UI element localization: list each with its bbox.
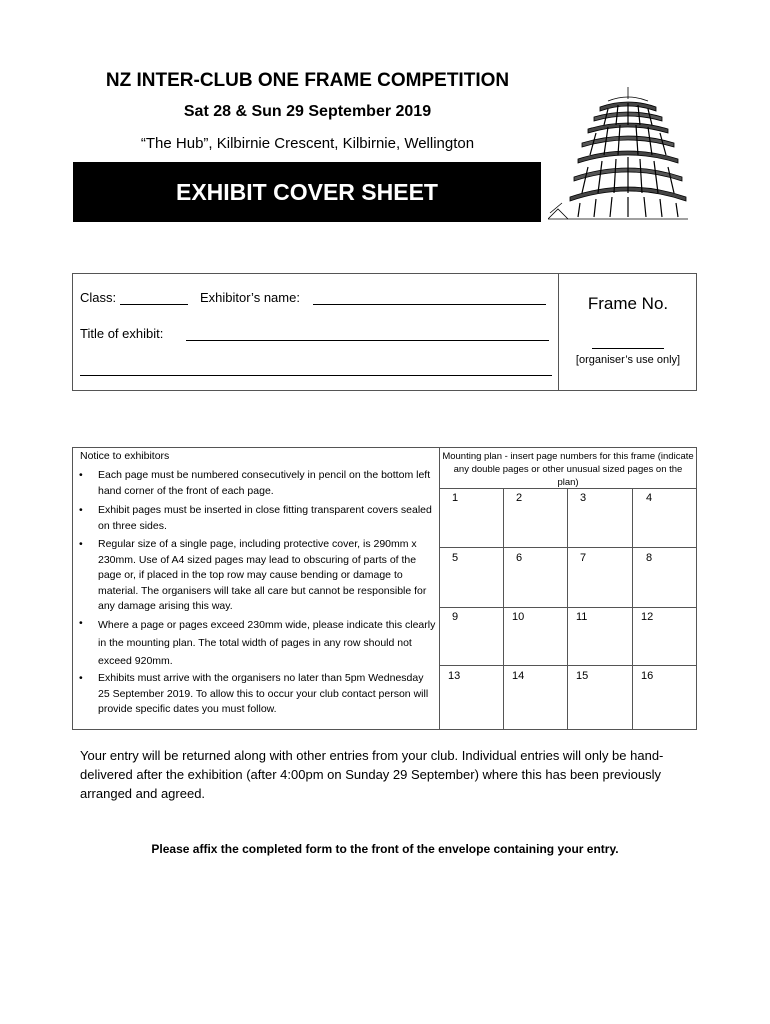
organiser-use-note: [organiser’s use only] [575,354,681,366]
mounting-cell[interactable]: 3 [580,492,587,504]
mounting-cell[interactable]: 13 [448,670,461,682]
notice-item: Where a page or pages exceed 230mm wide, please indicate this clearly in the mounting plan. The total width of pages in any row should not exceed 920mm. [98,619,436,667]
notice-box-divider [439,447,440,730]
bullet-icon: • [79,504,83,516]
mounting-cell[interactable]: 9 [452,611,459,623]
mounting-cell[interactable]: 8 [646,552,653,564]
exhibitor-name-field[interactable] [313,304,546,305]
mounting-grid-line [567,488,568,730]
mounting-cell[interactable]: 6 [516,552,523,564]
mounting-cell[interactable]: 10 [512,611,525,623]
competition-dates: Sat 28 & Sun 29 September 2019 [183,103,432,120]
mounting-cell[interactable]: 4 [646,492,653,504]
notice-item: Each page must be numbered consecutively in pencil on the bottom left hand corner of the front of each page. [98,469,431,497]
notice-item: Exhibits must arrive with the organisers no later than 5pm Wednesday 25 September 2019. To allow this to occur your club contact person will provide specific dates you must follow. [98,672,429,715]
notice-item: Regular size of a single page, including protective cover, is 290mm x 230mm. Use of A4 sized pages may lead to obscuring of parts of the page or, if placed in the top row may cause bending or damage to material. The organisers will take all care but cannot be responsible for any damage arising this way. [98,538,427,612]
bullet-icon: • [79,617,83,629]
mounting-grid-line [503,488,504,730]
mounting-cell[interactable]: 7 [580,552,587,564]
mounting-grid-line [632,488,633,730]
class-label: Class: [80,290,117,305]
frame-number-label: Frame No. [587,294,669,313]
mounting-cell[interactable]: 2 [516,492,523,504]
frame-number-field[interactable] [592,348,664,349]
mounting-cell[interactable]: 16 [641,670,654,682]
mounting-plan-title: Mounting plan - insert page numbers for this frame (indicate any double pages or other unusual sized pages on the plan) [442,451,694,488]
exhibitor-name-label: Exhibitor’s name: [200,290,300,305]
mounting-grid-line [439,665,697,666]
beehive-building-illustration [548,85,688,225]
mounting-cell[interactable]: 12 [641,611,654,623]
bullet-icon: • [79,469,83,481]
mounting-cell[interactable]: 5 [452,552,459,564]
class-field[interactable] [120,304,188,305]
competition-venue: “The Hub”, Kilbirnie Crescent, Kilbirnie, Wellington [140,135,475,152]
exhibit-title-field[interactable] [186,340,549,341]
bullet-icon: • [79,672,83,684]
exhibit-title-field-line-2[interactable] [80,375,552,376]
exhibit-title-label: Title of exhibit: [80,326,164,341]
mounting-grid-line [439,547,697,548]
entry-details-box [72,273,697,391]
bullet-icon: • [79,538,83,550]
mounting-grid-line [439,488,697,489]
notice-item: Exhibit pages must be inserted in close fitting transparent covers sealed on three sides. [98,504,432,532]
mounting-cell[interactable]: 15 [576,670,589,682]
mounting-cell[interactable]: 11 [576,611,588,623]
affix-instruction: Please affix the completed form to the front of the envelope containing your entry. [151,842,619,856]
entry-box-divider [558,273,559,391]
return-policy-paragraph: Your entry will be returned along with other entries from your club. Individual entries will only be hand-delivered after the exhibition (after 4:00pm on Sunday 29 September) where this has been previously arranged and agreed. [80,748,664,801]
mounting-cell[interactable]: 1 [452,492,459,504]
competition-title: NZ INTER-CLUB ONE FRAME COMPETITION [105,70,510,91]
mounting-cell[interactable]: 14 [512,670,525,682]
exhibit-cover-sheet-banner: EXHIBIT COVER SHEET [73,162,541,222]
notice-title: Notice to exhibitors [80,450,170,462]
mounting-grid-line [439,607,697,608]
